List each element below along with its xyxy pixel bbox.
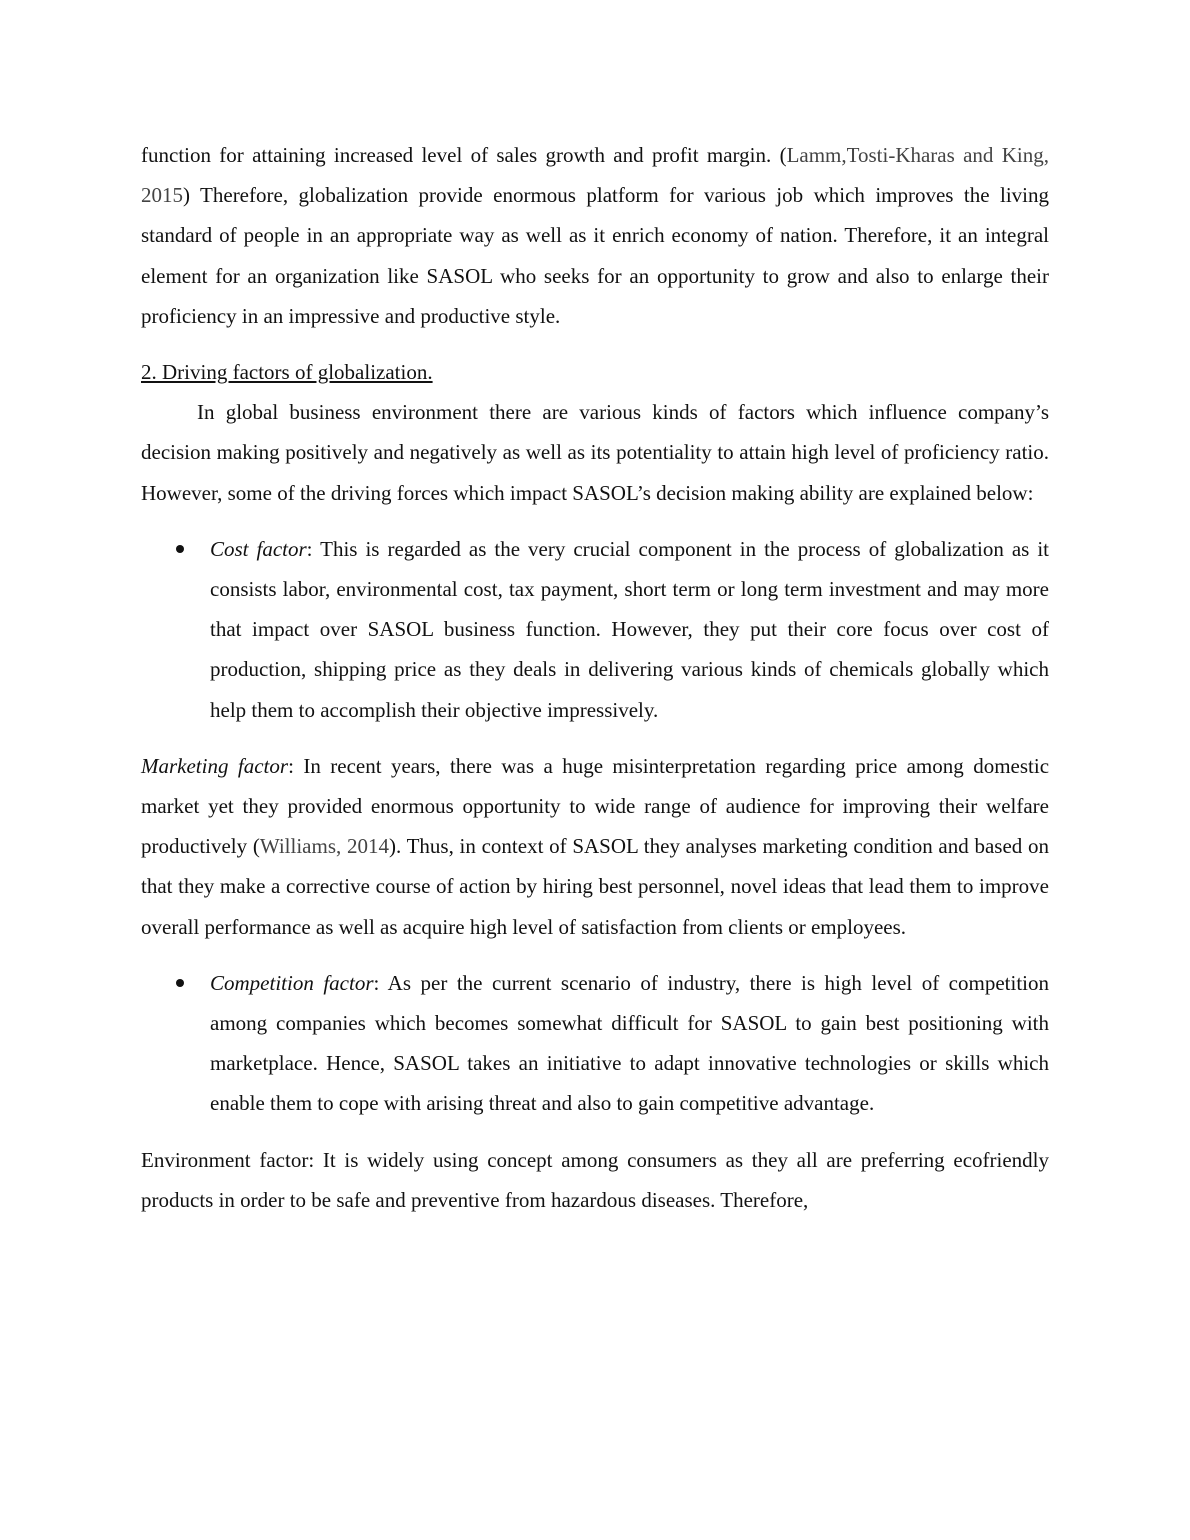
cost-factor-term: Cost factor <box>210 536 307 561</box>
marketing-factor-body-cont: ). Thus, in context of SASOL they analyses marketing condition and based on that they make a corrective course of action by hiring best personnel, novel ideas that lead them to improve overall performance as well as acquire high level of satisfaction from clients or employees. <box>141 834 1049 939</box>
competition-factor-term: Competition factor <box>210 970 374 995</box>
citation-lamm: Lamm,Tosti-Kharas and King, 2015 <box>141 143 1049 208</box>
citation-williams: Williams, 2014 <box>259 834 389 859</box>
bullet-icon <box>176 529 196 569</box>
bullet-icon <box>176 963 196 1003</box>
document-page <box>141 135 1049 1236</box>
paragraph-environment-factor: Environment factor: It is widely using concept among consumers as they all are preferring ecofriendly products in order to be safe and preventive from hazardous diseases. Therefore, <box>141 1147 1049 1212</box>
competition-factor-body: : As per the current scenario of industry, there is high level of competition among companies which becomes somewhat difficult for SASOL to gain best positioning with marketplace. Hence, SASOL takes an initiative to adapt innovative technologies or skills which enable them to cope with arising threat and also to gain competitive advantage. <box>210 970 1049 1116</box>
paragraph-intro: In global business environment there are various kinds of factors which influence company’s decision making positively and negatively as well as its potentiality to attain high level of proficiency ratio. However, some of the driving forces which impact SASOL’s decision making ability are explained below: <box>141 400 1049 505</box>
cost-factor-text <box>210 529 1049 730</box>
list-item-competition-factor <box>141 963 1049 1124</box>
marketing-factor-body: : In recent years, there was a huge misinterpretation regarding price among domestic market yet they provided enormous opportunity to wide range of audience for improving their welfare productively ( <box>141 753 1050 859</box>
paragraph-marketing-factor <box>141 746 1049 947</box>
paragraph-text: ) Therefore, globalization provide enormous platform for various job which improves the living standard of people in an appropriate way as well as it enrich economy of nation. Therefore, it an integral element for an organization like SASOL who seeks for an opportunity to grow and also to enlarge their proficiency in an impressive and productive style. <box>141 183 1049 328</box>
marketing-factor-term: Marketing factor <box>141 753 289 778</box>
section-heading: 2. Driving factors of globalization. <box>141 360 433 385</box>
cost-factor-body: : This is regarded as the very crucial component in the process of globalization as it consists labor, environmental cost, tax payment, short term or long term investment and may more that impact over SASOL business function. However, they put their core focus over cost of production, shipping price as they deals in delivering various kinds of chemicals globally which help them to accomplish their objective impressively. <box>210 536 1049 722</box>
list-item-cost-factor <box>141 529 1049 730</box>
paragraph-text: function for attaining increased level of sales growth and profit margin. ( <box>141 143 787 167</box>
competition-factor-text <box>210 963 1049 1124</box>
paragraph-globalization-summary <box>141 135 1049 336</box>
